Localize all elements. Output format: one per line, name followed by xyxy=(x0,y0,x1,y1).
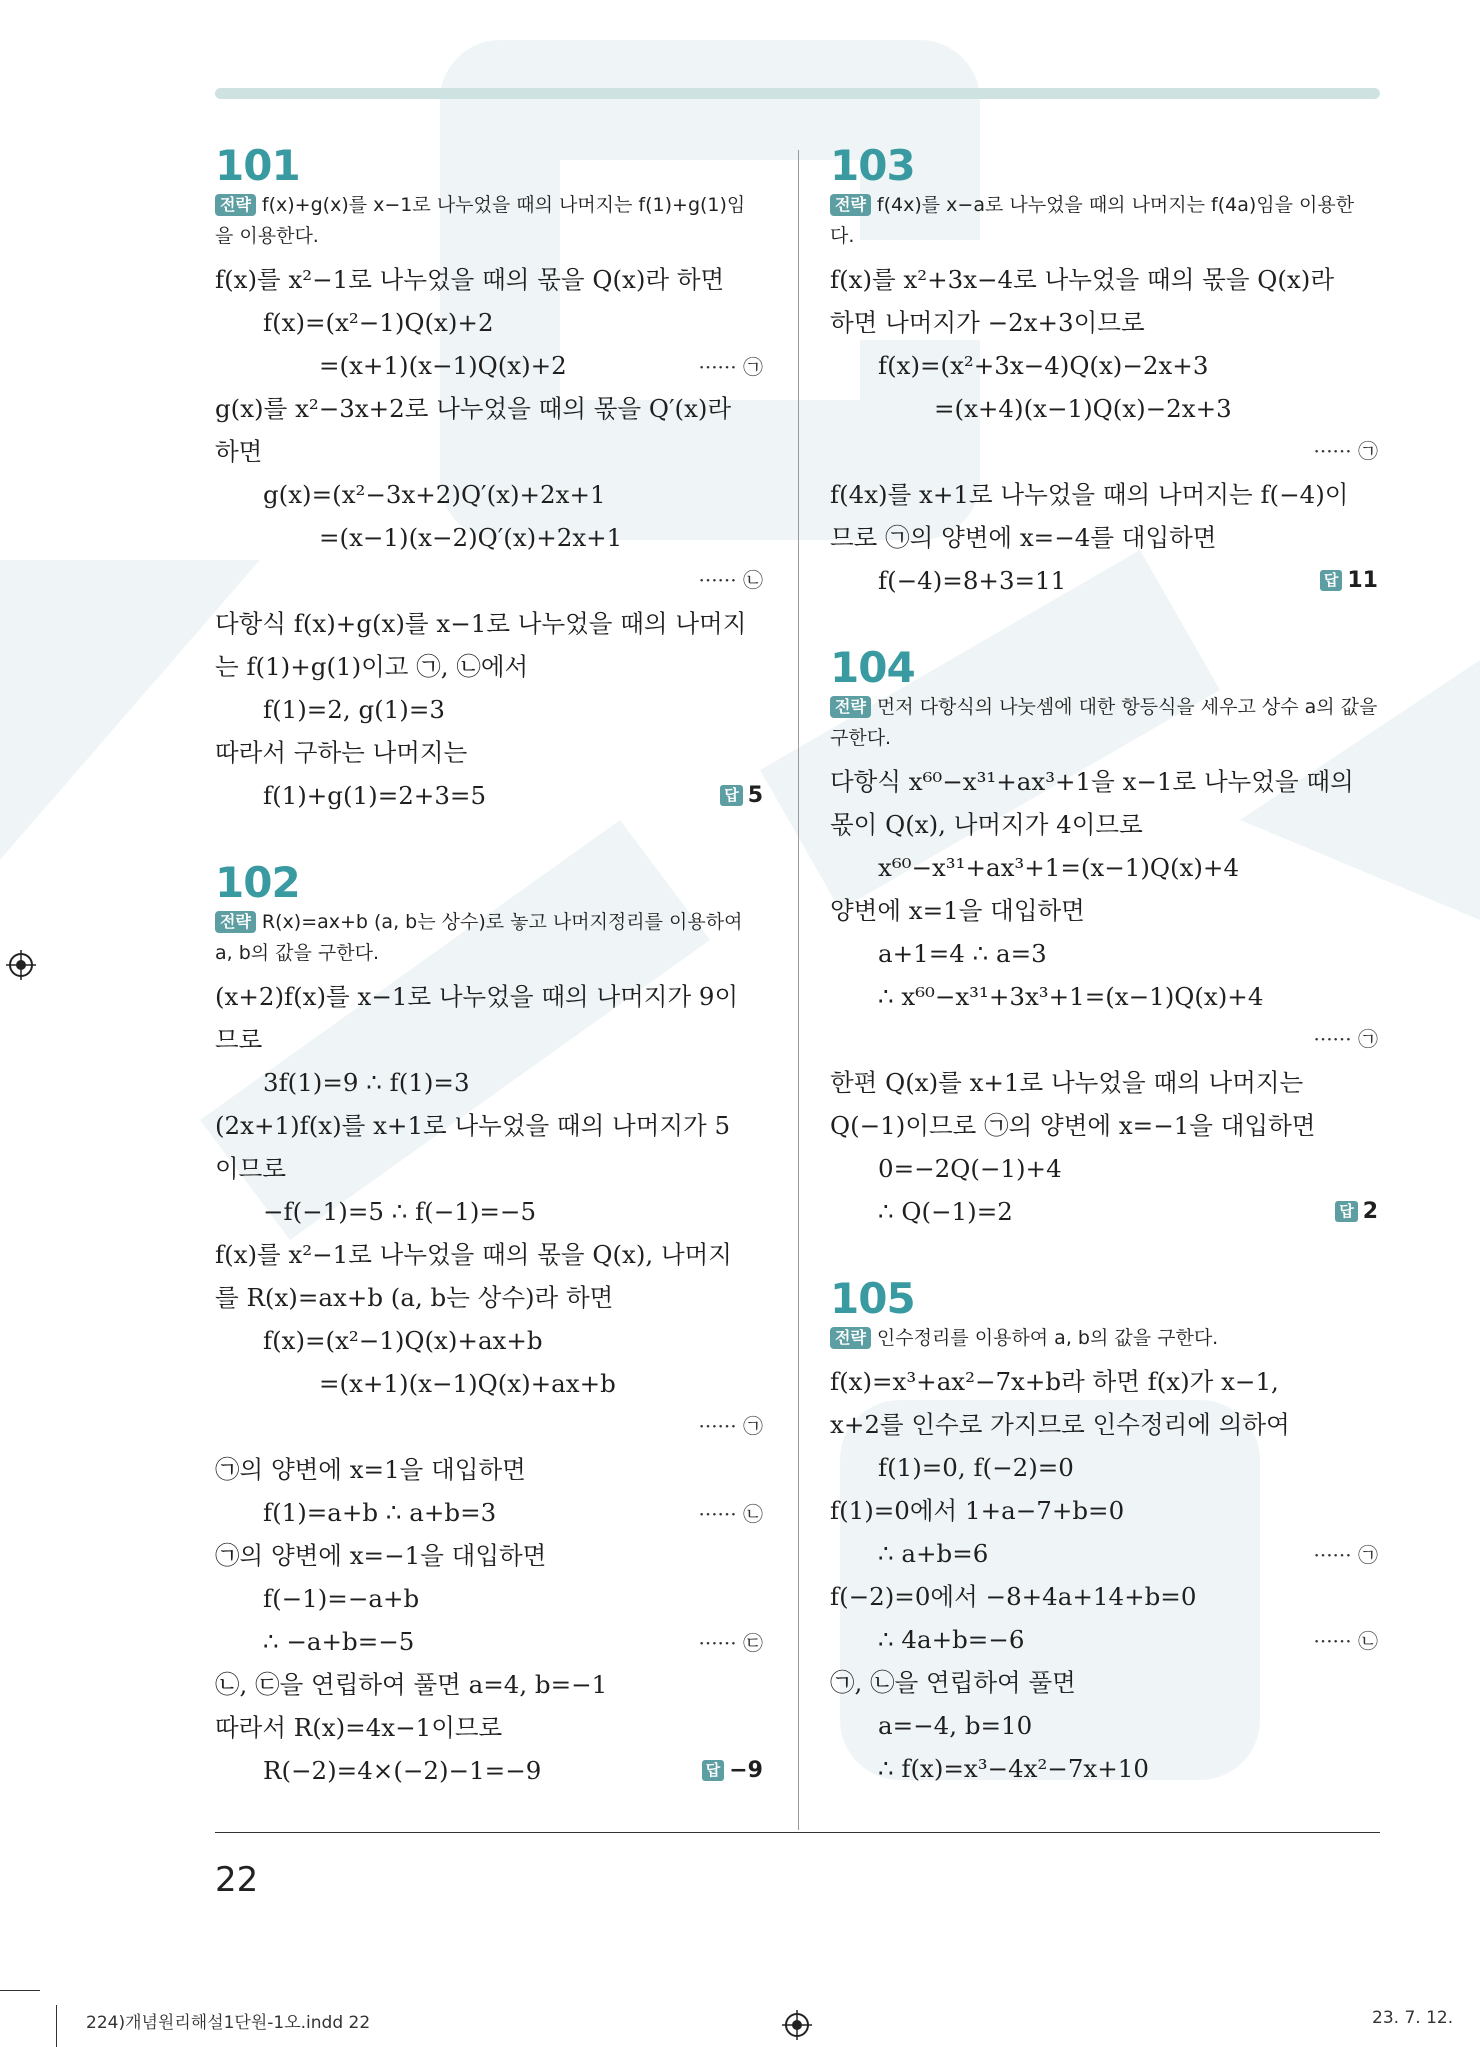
footer-date: 23. 7. 12. xyxy=(1372,2008,1454,2028)
solution-line: f(x)를 x²−1로 나누었을 때의 몫을 Q(x)라 하면 xyxy=(215,265,725,294)
page-number: 22 xyxy=(215,1860,259,1900)
solution-line: Q(−1)이므로 ㉠의 양변에 x=−1을 대입하면 xyxy=(830,1111,1316,1140)
answer-badge: 답 xyxy=(720,785,743,806)
solution-line: R(−2)=4×(−2)−1=−9 xyxy=(263,1756,542,1785)
answer: 답 −9 xyxy=(702,1758,763,1783)
solution-line: f(x)를 x²−1로 나누었을 때의 몫을 Q(x), 나머지 xyxy=(215,1240,732,1269)
solution-line: 는 f(1)+g(1)이고 ㉠, ㉡에서 xyxy=(215,652,529,681)
solution-line: f(1)=a+b ∴ a+b=3 xyxy=(263,1498,497,1527)
solution-line: ∴ f(x)=x³−4x²−7x+10 xyxy=(878,1754,1149,1783)
solution-line: (2x+1)f(x)를 x+1로 나누었을 때의 나머지가 5 xyxy=(215,1111,731,1140)
problem-105 xyxy=(830,1275,1378,1790)
crop-mark xyxy=(56,2005,57,2047)
strategy-badge: 전략 xyxy=(830,194,871,216)
strategy: 전략 R(x)=ax+b (a, b는 상수)로 놓고 나머지정리를 이용하여 a, b의 값을 구한다. xyxy=(215,911,743,964)
problem-103 xyxy=(830,142,1378,602)
strategy-badge: 전략 xyxy=(215,911,256,933)
solution-line: =(x−1)(x−2)Q′(x)+2x+1 xyxy=(319,523,623,552)
answer: 답 5 xyxy=(720,783,763,808)
problem-101 xyxy=(215,142,763,817)
solution-line: f(x)=(x²+3x−4)Q(x)−2x+3 xyxy=(878,351,1209,380)
solution-line: f(1)=0에서 1+a−7+b=0 xyxy=(830,1496,1125,1525)
solution-line: ㉠의 양변에 x=−1을 대입하면 xyxy=(215,1541,547,1570)
solution-line: −f(−1)=5 ∴ f(−1)=−5 xyxy=(263,1197,537,1226)
solution-line: f(−4)=8+3=11 xyxy=(878,566,1067,595)
solution-line: 이므로 xyxy=(215,1154,287,1183)
problem-number: 103 xyxy=(830,141,915,190)
equation-tag: ······ ㉠ xyxy=(698,355,763,379)
bottom-rule xyxy=(215,1832,1380,1833)
problem-104 xyxy=(830,644,1378,1233)
solution-line: g(x)=(x²−3x+2)Q′(x)+2x+1 xyxy=(263,480,606,509)
solution-line: 한편 Q(x)를 x+1로 나누었을 때의 나머지는 xyxy=(830,1068,1304,1097)
answer: 답 11 xyxy=(1320,568,1378,593)
solution-line: f(−1)=−a+b xyxy=(263,1584,420,1613)
solution-line: a+1=4 ∴ a=3 xyxy=(878,939,1047,968)
solution-line: (x+2)f(x)를 x−1로 나누었을 때의 나머지가 9이 xyxy=(215,982,739,1011)
problem-number: 104 xyxy=(830,643,915,692)
crop-mark xyxy=(0,1990,40,1991)
left-column xyxy=(215,142,763,1792)
solution-line: 를 R(x)=ax+b (a, b는 상수)라 하면 xyxy=(215,1283,614,1312)
solution-line: f(x)를 x²+3x−4로 나누었을 때의 몫을 Q(x)라 xyxy=(830,265,1334,294)
problem-number: 105 xyxy=(830,1274,915,1323)
equation-tag: ······ ㉡ xyxy=(698,1502,763,1526)
answer-badge: 답 xyxy=(1320,570,1343,591)
solution-line: ∴ −a+b=−5 xyxy=(263,1627,415,1656)
solution-line: 므로 ㉠의 양변에 x=−4를 대입하면 xyxy=(830,523,1217,552)
solution-line: =(x+1)(x−1)Q(x)+2 xyxy=(319,351,567,380)
problem-number: 102 xyxy=(215,858,300,907)
solution-line: ∴ a+b=6 xyxy=(878,1539,989,1568)
strategy: 전략 먼저 다항식의 나눗셈에 대한 항등식을 세우고 상수 a의 값을 구한다. xyxy=(830,696,1378,749)
solution-line: f(1)+g(1)=2+3=5 xyxy=(263,781,487,810)
solution-line: =(x+4)(x−1)Q(x)−2x+3 xyxy=(934,394,1232,423)
equation-tag: ······ ㉡ xyxy=(1313,1629,1378,1653)
answer-badge: 답 xyxy=(1335,1201,1358,1222)
solution-line: 다항식 f(x)+g(x)를 x−1로 나누었을 때의 나머지 xyxy=(215,609,747,638)
solution-line: 3f(1)=9 ∴ f(1)=3 xyxy=(263,1068,470,1097)
solution-line: x⁶⁰−x³¹+ax³+1=(x−1)Q(x)+4 xyxy=(878,853,1240,882)
solution-line: f(−2)=0에서 −8+4a+14+b=0 xyxy=(830,1582,1197,1611)
registration-mark-icon xyxy=(6,950,36,980)
equation-tag: ······ ㉠ xyxy=(1313,439,1378,463)
solution-line: ∴ Q(−1)=2 xyxy=(878,1197,1013,1226)
solution-line: f(x)=(x²−1)Q(x)+ax+b xyxy=(263,1326,543,1355)
strategy-badge: 전략 xyxy=(215,194,256,216)
solution-line: a=−4, b=10 xyxy=(878,1711,1033,1740)
solution-line: f(1)=0, f(−2)=0 xyxy=(878,1453,1074,1482)
equation-tag: ······ ㉠ xyxy=(1313,1027,1378,1051)
solution-line: f(4x)를 x+1로 나누었을 때의 나머지는 f(−4)이 xyxy=(830,480,1349,509)
solution-line: ∴ x⁶⁰−x³¹+3x³+1=(x−1)Q(x)+4 xyxy=(878,982,1264,1011)
solution-line: 므로 xyxy=(215,1025,263,1054)
solution-line: x+2를 인수로 가지므로 인수정리에 의하여 xyxy=(830,1410,1290,1439)
solution-line: f(x)=(x²−1)Q(x)+2 xyxy=(263,308,494,337)
right-column xyxy=(830,142,1378,1790)
solution-line: ㉡, ㉢을 연립하여 풀면 a=4, b=−1 xyxy=(215,1670,608,1699)
strategy-badge: 전략 xyxy=(830,1327,871,1349)
solution-line: 0=−2Q(−1)+4 xyxy=(878,1154,1062,1183)
solution-line: 하면 나머지가 −2x+3이므로 xyxy=(830,308,1145,337)
answer-badge: 답 xyxy=(702,1760,725,1781)
solution-line: 다항식 x⁶⁰−x³¹+ax³+1을 x−1로 나누었을 때의 xyxy=(830,767,1354,796)
equation-tag: ······ ㉢ xyxy=(698,1631,763,1655)
registration-mark-icon xyxy=(782,2010,812,2040)
strategy-badge: 전략 xyxy=(830,696,871,718)
solution-line: 따라서 R(x)=4x−1이므로 xyxy=(215,1713,503,1742)
answer: 답 2 xyxy=(1335,1199,1378,1224)
strategy: 전략 f(4x)를 x−a로 나누었을 때의 나머지는 f(4a)임을 이용한다. xyxy=(830,194,1355,247)
solution-line: ㉠의 양변에 x=1을 대입하면 xyxy=(215,1455,526,1484)
solution-line: g(x)를 x²−3x+2로 나누었을 때의 몫을 Q′(x)라 xyxy=(215,394,732,423)
solution-line: 몫이 Q(x), 나머지가 4이므로 xyxy=(830,810,1143,839)
problem-102 xyxy=(215,859,763,1792)
top-decorative-bar xyxy=(215,88,1380,99)
equation-tag: ······ ㉠ xyxy=(698,1414,763,1438)
solution-line: ∴ 4a+b=−6 xyxy=(878,1625,1025,1654)
equation-tag: ······ ㉠ xyxy=(1313,1543,1378,1567)
column-divider xyxy=(798,150,799,1830)
problem-number: 101 xyxy=(215,141,300,190)
solution-line: f(1)=2, g(1)=3 xyxy=(263,695,445,724)
solution-line: 양변에 x=1을 대입하면 xyxy=(830,896,1085,925)
strategy: 전략 f(x)+g(x)를 x−1로 나누었을 때의 나머지는 f(1)+g(1)임을 이용한다. xyxy=(215,194,746,247)
solution-line: 따라서 구하는 나머지는 xyxy=(215,738,468,767)
strategy: 전략 인수정리를 이용하여 a, b의 값을 구한다. xyxy=(830,1323,1378,1354)
solution-line: 하면 xyxy=(215,437,263,466)
footer-file: 224)개념원리해설1단원-1오.indd 22 xyxy=(86,2013,371,2033)
solution-line: f(x)=x³+ax²−7x+b라 하면 f(x)가 x−1, xyxy=(830,1367,1279,1396)
solution-line: =(x+1)(x−1)Q(x)+ax+b xyxy=(319,1369,616,1398)
equation-tag: ······ ㉡ xyxy=(698,568,763,592)
solution-line: ㉠, ㉡을 연립하여 풀면 xyxy=(830,1668,1076,1697)
